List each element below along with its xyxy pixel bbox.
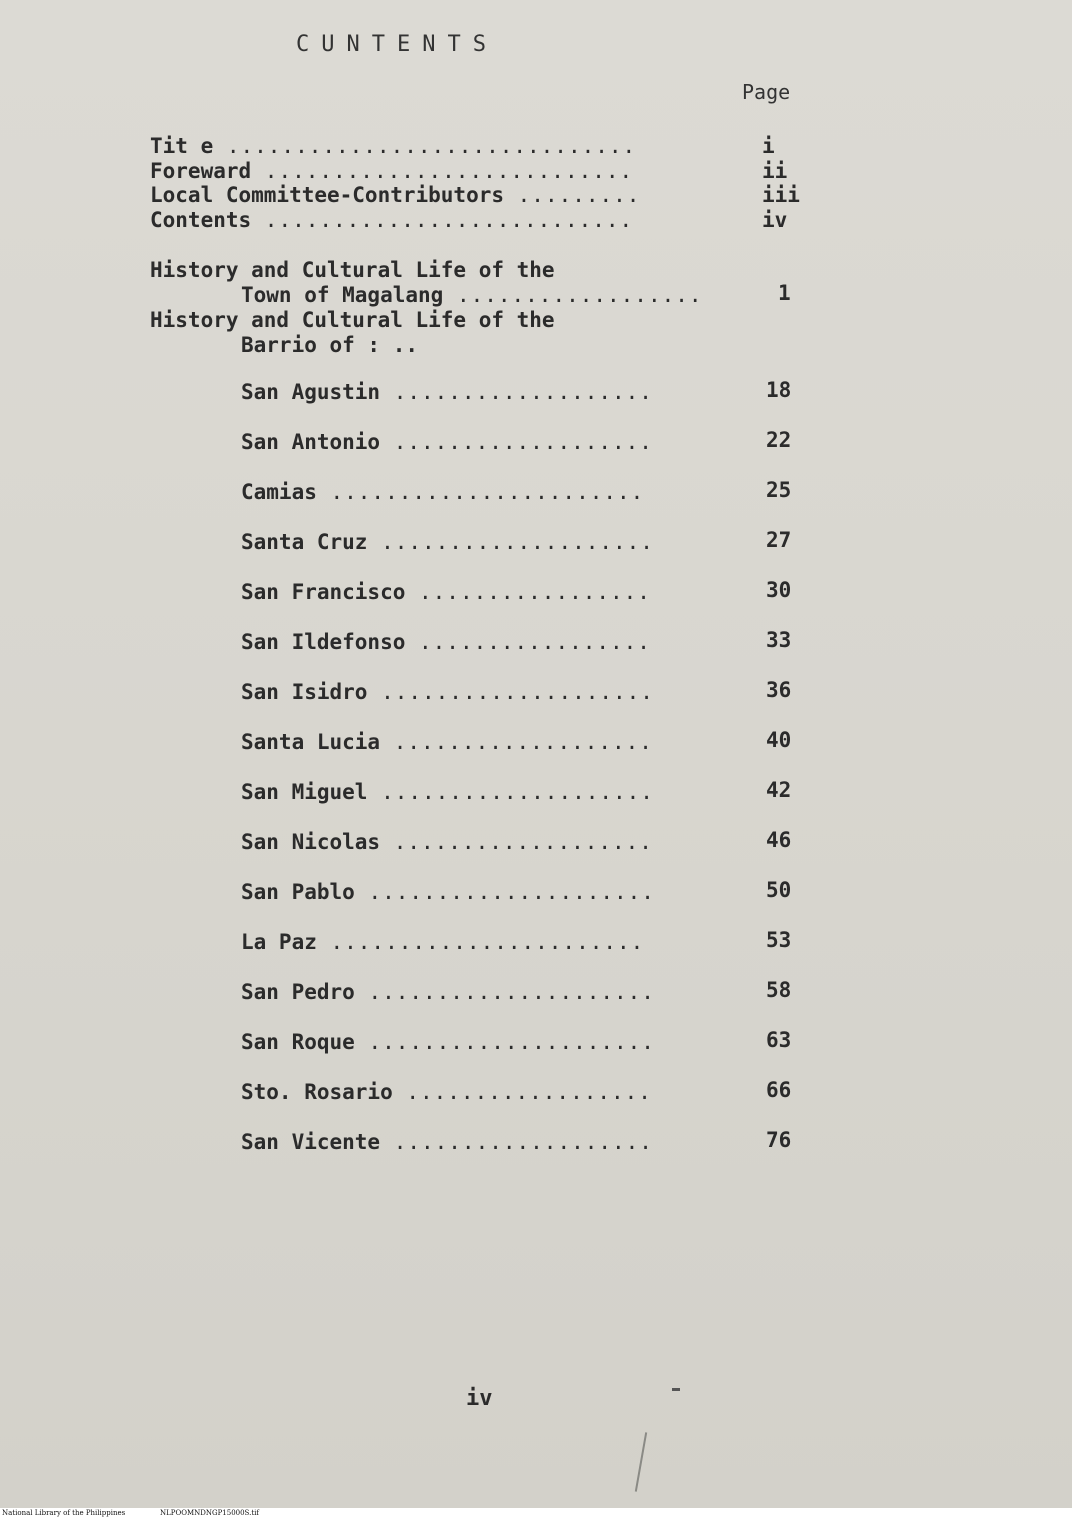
barrio-name: Sto. Rosario [241, 1080, 393, 1104]
entry-page: 46 [766, 828, 792, 852]
entry-page: 66 [766, 1078, 792, 1102]
list-item [241, 730, 653, 754]
barrio-name: San Isidro [241, 680, 368, 704]
barrio-name: Camias [241, 480, 317, 504]
entry-dots: .................... [367, 780, 654, 804]
entry-dots: .................. [443, 283, 703, 307]
scan-speck [672, 1388, 680, 1391]
entry-dots: ................... [380, 380, 653, 404]
entry-page: 53 [766, 928, 792, 952]
entry-dots: ................... [380, 730, 653, 754]
list-item [241, 430, 653, 454]
town-section-heading: History and Cultural Life of the [150, 258, 555, 282]
entry-dots: ................... [380, 830, 653, 854]
barrio-name: San Agustin [241, 380, 381, 404]
entry-page: 27 [766, 528, 792, 552]
list-item [241, 1130, 653, 1154]
list-item [241, 1030, 655, 1054]
entry-dots: ................... [380, 1130, 653, 1154]
barrio-name: San Roque [241, 1030, 355, 1054]
entry-page: 58 [766, 978, 792, 1002]
entry-dots: ........................... [251, 159, 634, 183]
entry-dots: .................. [392, 1080, 652, 1104]
entry-page: 33 [766, 628, 792, 652]
list-item [241, 380, 653, 404]
entry-page: 40 [766, 728, 792, 752]
list-item [241, 680, 654, 704]
barrio-section-subheading: Barrio of : .. [241, 333, 419, 357]
barrio-name: San Vicente [241, 1130, 381, 1154]
entry-page: 30 [766, 578, 792, 602]
entry-page: 25 [766, 478, 792, 502]
toc-entry-contents [150, 208, 633, 232]
list-item [241, 780, 654, 804]
entry-page: i [762, 134, 775, 158]
entry-dots: ................. [405, 630, 651, 654]
entry-title: Foreward [150, 159, 252, 183]
barrio-name: Santa Lucia [241, 730, 381, 754]
entry-page: iv [762, 208, 788, 232]
list-item [241, 580, 651, 604]
list-item [241, 930, 644, 954]
entry-page: 18 [766, 378, 792, 402]
barrio-name: San Francisco [241, 580, 406, 604]
entry-title: Town of Magalang [241, 283, 444, 307]
list-item [241, 830, 653, 854]
barrio-name: San Nicolas [241, 830, 381, 854]
entry-title: Contents [150, 208, 252, 232]
barrio-name: San Pablo [241, 880, 355, 904]
barrio-section-heading: History and Cultural Life of the [150, 308, 555, 332]
entry-dots: .............................. [213, 134, 637, 158]
contents-heading: CUNTENTS [296, 32, 498, 57]
footer-source: National Library of the Philippines [2, 1509, 126, 1517]
entry-title: Local Committee-Contributors [150, 183, 505, 207]
entry-page: 36 [766, 678, 792, 702]
entry-dots: ..................... [354, 980, 655, 1004]
entry-page: 22 [766, 428, 792, 452]
scan-scratch [635, 1432, 647, 1491]
list-item [241, 630, 651, 654]
list-item [241, 980, 655, 1004]
entry-dots: ..................... [354, 880, 655, 904]
entry-dots: ......... [504, 183, 641, 207]
barrio-name: La Paz [241, 930, 317, 954]
barrio-name: San Ildefonso [241, 630, 406, 654]
entry-dots: ....................... [316, 930, 645, 954]
entry-dots: ........................... [251, 208, 634, 232]
toc-entry-foreward [150, 159, 633, 183]
list-item [241, 530, 654, 554]
entry-page: 76 [766, 1128, 792, 1152]
entry-dots: ................... [380, 430, 653, 454]
toc-entry-town [241, 283, 703, 307]
entry-dots: ..................... [354, 1030, 655, 1054]
barrio-name: San Pedro [241, 980, 355, 1004]
entry-page: ii [762, 159, 788, 183]
toc-entry-title [150, 134, 636, 158]
barrio-name: San Antonio [241, 430, 381, 454]
entry-dots: .................... [367, 680, 654, 704]
entry-dots: .................... [367, 530, 654, 554]
entry-dots: ....................... [316, 480, 645, 504]
entry-page: iii [762, 183, 800, 207]
entry-dots: ................. [405, 580, 651, 604]
footer-filename: NLPOOMNDNGP15000S.tif [160, 1509, 259, 1517]
list-item [241, 480, 644, 504]
barrio-name: San Miguel [241, 780, 368, 804]
entry-page: 42 [766, 778, 792, 802]
page-column-label: Page [742, 80, 791, 104]
page-folio: iv [466, 1386, 493, 1411]
entry-page: 50 [766, 878, 792, 902]
entry-title: Tit e [150, 134, 214, 158]
entry-page: 1 [778, 281, 791, 305]
list-item [241, 1080, 652, 1104]
entry-page: 63 [766, 1028, 792, 1052]
barrio-name: Santa Cruz [241, 530, 368, 554]
list-item [241, 880, 655, 904]
toc-entry-committee [150, 183, 640, 207]
